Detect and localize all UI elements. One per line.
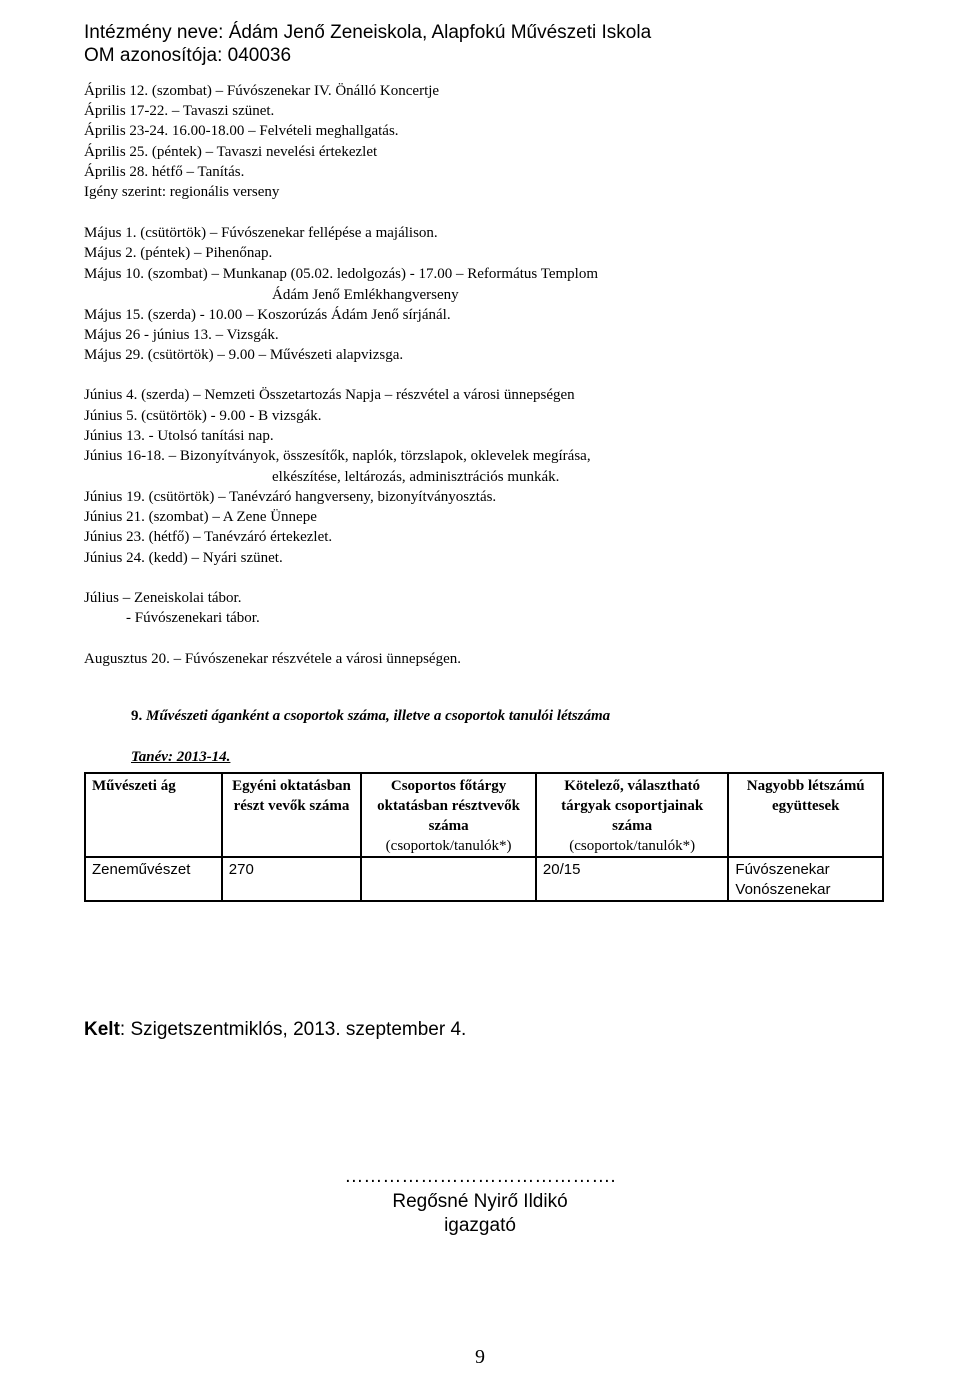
table-cell <box>361 857 536 901</box>
event-line: Május 29. (csütörtök) – 9.00 – Művészeti alapvizsga. <box>84 347 404 363</box>
table-header-cell <box>361 773 536 857</box>
event-line: Június 13. - Utolsó tanítási nap. <box>84 428 274 444</box>
dated-line <box>84 1019 466 1041</box>
table-cell: Zeneművészet <box>85 857 222 901</box>
signature-dots: ……………………………………. <box>344 1166 616 1187</box>
header-text: Művészeti ág <box>92 778 176 794</box>
kelt-label: Kelt <box>84 1019 120 1040</box>
section-9-heading <box>131 708 610 725</box>
signer-name: Regősné Nyirő Ildikó <box>392 1191 568 1212</box>
header-subtext: (csoportok/tanulók*) <box>385 838 512 854</box>
header-text: Nagyobb létszámú együttesek <box>746 778 865 814</box>
ensemble-item: Fúvószenekar <box>735 861 830 878</box>
header-text: Kötelező, választható tárgyak csoportjainak száma <box>561 778 704 834</box>
institution-name: Intézmény neve: Ádám Jenő Zeneiskola, Alapfokú Művészeti Iskola <box>84 22 652 43</box>
event-line: Április 12. (szombat) – Fúvószenekar IV. Önálló Koncertje <box>84 83 440 99</box>
om-id: OM azonosítója: 040036 <box>84 45 292 66</box>
table-row <box>85 857 883 901</box>
event-line: Április 17-22. – Tavaszi szünet. <box>84 103 275 119</box>
event-line: Május 2. (péntek) – Pihenőnap. <box>84 245 273 261</box>
event-line: - Fúvószenekari tábor. <box>126 610 260 626</box>
event-line: Június 4. (szerda) – Nemzeti Összetartozás Napja – részvétel a városi ünnepségen <box>84 387 575 403</box>
event-line: Május 10. (szombat) – Munkanap (05.02. ledolgozás) - 17.00 – Református Templom <box>84 266 598 282</box>
signer-role: igazgató <box>444 1215 516 1236</box>
section-number: 9. <box>131 708 143 724</box>
event-line: Április 23-24. 16.00-18.00 – Felvételi meghallgatás. <box>84 123 399 139</box>
event-line: Május 26 - június 13. – Vizsgák. <box>84 327 279 343</box>
event-line: Április 28. hétfő – Tanítás. <box>84 164 245 180</box>
table-header-row <box>85 773 883 857</box>
event-line: Június 19. (csütörtök) – Tanévzáró hangverseny, bizonyítványosztás. <box>84 489 497 505</box>
event-line: Június 24. (kedd) – Nyári szünet. <box>84 550 283 566</box>
table-cell: 20/15 <box>536 857 729 901</box>
ensemble-item: Vonószenekar <box>735 881 831 898</box>
event-line: Június 21. (szombat) – A Zene Ünnepe <box>84 509 317 525</box>
table-header-cell <box>222 773 361 857</box>
event-line: Április 25. (péntek) – Tavaszi nevelési értekezlet <box>84 144 378 160</box>
event-line: Ádám Jenő Emlékhangverseny <box>272 287 459 303</box>
table-cell <box>728 857 883 901</box>
table-cell: 270 <box>222 857 361 901</box>
event-line: Június 5. (csütörtök) - 9.00 - B vizsgák. <box>84 408 322 424</box>
header-text: Egyéni oktatásban részt vevők száma <box>232 778 351 814</box>
event-line: Május 1. (csütörtök) – Fúvószenekar fellépése a majálison. <box>84 225 438 241</box>
table-header-cell <box>85 773 222 857</box>
event-line: elkészítése, leltározás, adminisztrációs munkák. <box>272 469 560 485</box>
table-header-cell <box>728 773 883 857</box>
table-header-cell <box>536 773 729 857</box>
header-subtext: (csoportok/tanulók*) <box>569 838 696 854</box>
event-line: Június 23. (hétfő) – Tanévzáró értekezlet. <box>84 529 333 545</box>
event-line: Július – Zeneiskolai tábor. <box>84 590 242 606</box>
event-line: Igény szerint: regionális verseny <box>84 184 280 200</box>
event-line: Május 15. (szerda) - 10.00 – Koszorúzás Ádám Jenő sírjánál. <box>84 307 451 323</box>
header-text: Csoportos főtárgy oktatásban résztvevők száma <box>377 778 521 834</box>
groups-table <box>84 772 884 902</box>
section-title: Művészeti áganként a csoportok száma, illetve a csoportok tanulói létszáma <box>146 708 611 724</box>
school-year: Tanév: 2013-14. <box>131 749 231 765</box>
kelt-text: : Szigetszentmiklós, 2013. szeptember 4. <box>119 1019 467 1040</box>
event-line: Június 16-18. – Bizonyítványok, összesítők, naplók, törzslapok, oklevelek megírása, <box>84 448 591 464</box>
event-line: Augusztus 20. – Fúvószenekar részvétele a városi ünnepségen. <box>84 651 461 667</box>
page-number: 9 <box>475 1346 485 1368</box>
